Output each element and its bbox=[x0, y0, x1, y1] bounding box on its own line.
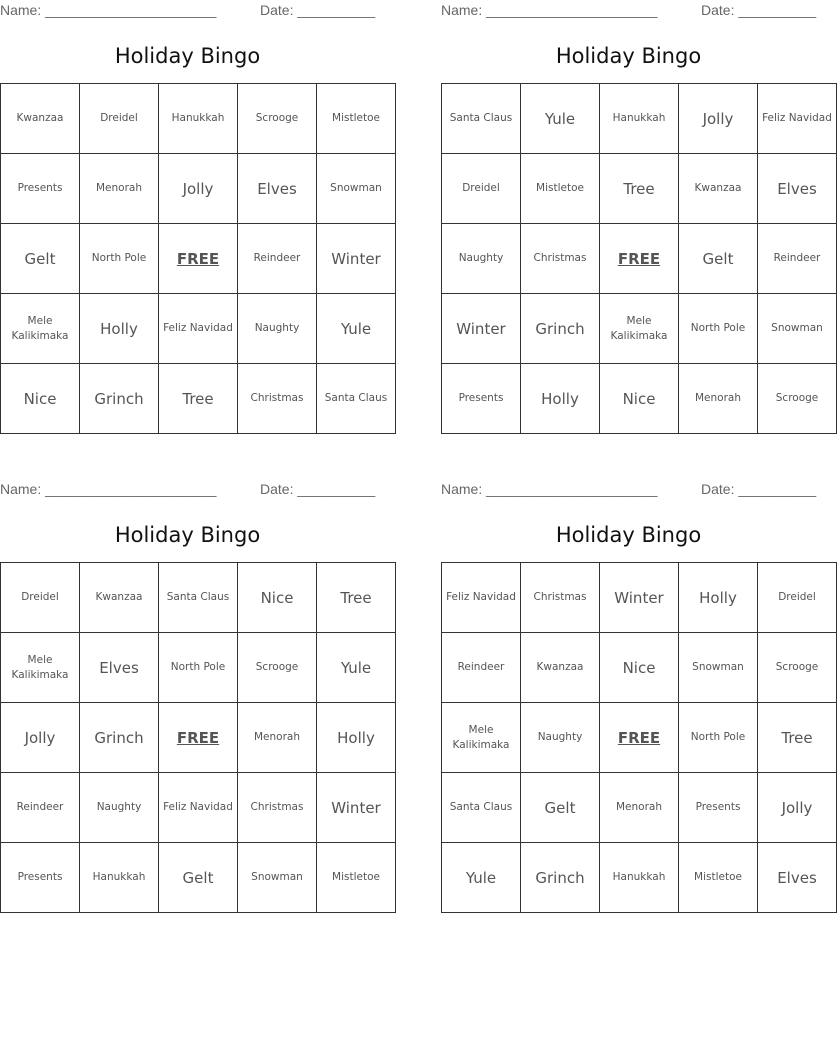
grid-row bbox=[442, 154, 837, 224]
bingo-cell: Yule bbox=[317, 294, 396, 364]
card-title: Holiday Bingo bbox=[114, 523, 261, 547]
bingo-cell: Hanukkah bbox=[600, 843, 679, 913]
bingo-cell: Reindeer bbox=[1, 773, 80, 843]
grid-row bbox=[442, 703, 837, 773]
bingo-cell: Yule bbox=[317, 633, 396, 703]
bingo-cell: Dreidel bbox=[758, 563, 837, 633]
card-header bbox=[0, 2, 375, 20]
bingo-cell: Winter bbox=[317, 224, 396, 294]
bingo-cell: Reindeer bbox=[758, 224, 837, 294]
bingo-cell: Grinch bbox=[80, 364, 159, 434]
card-header bbox=[441, 2, 816, 20]
date-field-label: Date: __________ bbox=[701, 481, 817, 497]
bingo-cell: Christmas bbox=[521, 563, 600, 633]
bingo-cell: Yule bbox=[521, 84, 600, 154]
bingo-cell: Naughty bbox=[521, 703, 600, 773]
bingo-cell: Snowman bbox=[679, 633, 758, 703]
bingo-cell: Menorah bbox=[679, 364, 758, 434]
grid-row bbox=[1, 773, 396, 843]
grid-row bbox=[1, 364, 396, 434]
bingo-cell: Grinch bbox=[80, 703, 159, 773]
grid-row bbox=[442, 773, 837, 843]
grid-row bbox=[1, 154, 396, 224]
bingo-grid bbox=[0, 562, 396, 913]
grid-row bbox=[442, 633, 837, 703]
bingo-cell: Nice bbox=[600, 633, 679, 703]
bingo-cell: Mele Kalikimaka bbox=[442, 703, 521, 773]
grid-row bbox=[442, 563, 837, 633]
free-space: FREE bbox=[600, 224, 679, 294]
bingo-cell: Feliz Navidad bbox=[758, 84, 837, 154]
bingo-cell: Scrooge bbox=[758, 364, 837, 434]
bingo-cell: Naughty bbox=[238, 294, 317, 364]
bingo-cell: Jolly bbox=[679, 84, 758, 154]
bingo-cell: Mistletoe bbox=[521, 154, 600, 224]
bingo-cell: Elves bbox=[758, 154, 837, 224]
bingo-grid bbox=[441, 562, 837, 913]
bingo-cell: Dreidel bbox=[80, 84, 159, 154]
name-field-label: Name: ______________________ bbox=[0, 2, 217, 18]
bingo-cell: Presents bbox=[1, 154, 80, 224]
date-field-label: Date: __________ bbox=[701, 2, 817, 18]
bingo-cell: Mele Kalikimaka bbox=[600, 294, 679, 364]
bingo-cell: Feliz Navidad bbox=[159, 773, 238, 843]
grid-row bbox=[442, 84, 837, 154]
bingo-cell: Naughty bbox=[80, 773, 159, 843]
bingo-cell: Elves bbox=[758, 843, 837, 913]
bingo-cell: Winter bbox=[442, 294, 521, 364]
date-field-label: Date: __________ bbox=[260, 481, 376, 497]
grid-row bbox=[1, 224, 396, 294]
card-title: Holiday Bingo bbox=[555, 44, 702, 68]
bingo-cell: Grinch bbox=[521, 294, 600, 364]
bingo-cell: Kwanzaa bbox=[1, 84, 80, 154]
bingo-cell: Gelt bbox=[679, 224, 758, 294]
bingo-cell: Elves bbox=[238, 154, 317, 224]
bingo-cell: Tree bbox=[758, 703, 837, 773]
bingo-cell: Mistletoe bbox=[317, 843, 396, 913]
bingo-cell: Feliz Navidad bbox=[159, 294, 238, 364]
bingo-cell: Snowman bbox=[758, 294, 837, 364]
bingo-cell: Nice bbox=[600, 364, 679, 434]
bingo-cell: Christmas bbox=[238, 773, 317, 843]
card-title: Holiday Bingo bbox=[555, 523, 702, 547]
bingo-cell: Yule bbox=[442, 843, 521, 913]
bingo-cell: Winter bbox=[317, 773, 396, 843]
bingo-cell: Presents bbox=[679, 773, 758, 843]
bingo-cell: Grinch bbox=[521, 843, 600, 913]
bingo-grid bbox=[0, 83, 396, 434]
bingo-cell: Jolly bbox=[758, 773, 837, 843]
grid-row bbox=[1, 703, 396, 773]
card-title: Holiday Bingo bbox=[114, 44, 261, 68]
bingo-cell: Presents bbox=[1, 843, 80, 913]
bingo-cell: Elves bbox=[80, 633, 159, 703]
bingo-cell: Jolly bbox=[1, 703, 80, 773]
bingo-cell: Mele Kalikimaka bbox=[1, 294, 80, 364]
grid-row bbox=[1, 294, 396, 364]
bingo-cell: Scrooge bbox=[238, 633, 317, 703]
bingo-cell: Santa Claus bbox=[442, 773, 521, 843]
grid-row bbox=[442, 364, 837, 434]
bingo-cell: Dreidel bbox=[1, 563, 80, 633]
bingo-cell: Gelt bbox=[159, 843, 238, 913]
name-field-label: Name: ______________________ bbox=[441, 2, 658, 18]
name-field-label: Name: ______________________ bbox=[441, 481, 658, 497]
bingo-cell: Kwanzaa bbox=[521, 633, 600, 703]
bingo-cell: Dreidel bbox=[442, 154, 521, 224]
bingo-cell: Menorah bbox=[80, 154, 159, 224]
bingo-cell: Reindeer bbox=[442, 633, 521, 703]
bingo-cell: Gelt bbox=[1, 224, 80, 294]
bingo-card-3 bbox=[0, 479, 381, 919]
bingo-cell: Mele Kalikimaka bbox=[1, 633, 80, 703]
bingo-cell: Santa Claus bbox=[442, 84, 521, 154]
bingo-cell: Mistletoe bbox=[679, 843, 758, 913]
bingo-cell: Menorah bbox=[600, 773, 679, 843]
card-header bbox=[0, 481, 375, 499]
card-header bbox=[441, 481, 816, 499]
bingo-cell: Hanukkah bbox=[600, 84, 679, 154]
free-space: FREE bbox=[159, 703, 238, 773]
name-field-label: Name: ______________________ bbox=[0, 481, 217, 497]
bingo-cell: Holly bbox=[679, 563, 758, 633]
bingo-cell: Feliz Navidad bbox=[442, 563, 521, 633]
bingo-cell: Nice bbox=[238, 563, 317, 633]
bingo-cell: Snowman bbox=[238, 843, 317, 913]
bingo-cell: Santa Claus bbox=[159, 563, 238, 633]
bingo-cell: Winter bbox=[600, 563, 679, 633]
bingo-cell: Tree bbox=[317, 563, 396, 633]
date-field-label: Date: __________ bbox=[260, 2, 376, 18]
bingo-cell: North Pole bbox=[679, 703, 758, 773]
bingo-cell: Naughty bbox=[442, 224, 521, 294]
bingo-cell: Reindeer bbox=[238, 224, 317, 294]
bingo-cell: Jolly bbox=[159, 154, 238, 224]
grid-row bbox=[442, 224, 837, 294]
bingo-cell: Holly bbox=[317, 703, 396, 773]
free-space: FREE bbox=[159, 224, 238, 294]
bingo-cell: North Pole bbox=[159, 633, 238, 703]
grid-row bbox=[442, 294, 837, 364]
bingo-cell: Tree bbox=[600, 154, 679, 224]
bingo-card-1 bbox=[0, 0, 388, 440]
bingo-cell: Nice bbox=[1, 364, 80, 434]
bingo-cell: Snowman bbox=[317, 154, 396, 224]
bingo-cell: Menorah bbox=[238, 703, 317, 773]
bingo-cell: Scrooge bbox=[758, 633, 837, 703]
grid-row bbox=[1, 563, 396, 633]
free-space: FREE bbox=[600, 703, 679, 773]
grid-row bbox=[1, 633, 396, 703]
bingo-cell: Christmas bbox=[238, 364, 317, 434]
bingo-cell: Tree bbox=[159, 364, 238, 434]
bingo-cell: Kwanzaa bbox=[80, 563, 159, 633]
bingo-cell: Kwanzaa bbox=[679, 154, 758, 224]
bingo-cell: Holly bbox=[521, 364, 600, 434]
bingo-cell: Santa Claus bbox=[317, 364, 396, 434]
bingo-cell: Scrooge bbox=[238, 84, 317, 154]
grid-row bbox=[1, 84, 396, 154]
bingo-cell: Hanukkah bbox=[80, 843, 159, 913]
bingo-grid bbox=[441, 83, 837, 434]
bingo-cell: Gelt bbox=[521, 773, 600, 843]
grid-row bbox=[442, 843, 837, 913]
bingo-cell: Mistletoe bbox=[317, 84, 396, 154]
bingo-cell: Holly bbox=[80, 294, 159, 364]
bingo-card-4 bbox=[441, 479, 819, 919]
bingo-cell: Christmas bbox=[521, 224, 600, 294]
bingo-cell: North Pole bbox=[80, 224, 159, 294]
bingo-card-2 bbox=[441, 0, 832, 440]
grid-row bbox=[1, 843, 396, 913]
bingo-cell: Hanukkah bbox=[159, 84, 238, 154]
bingo-cell: North Pole bbox=[679, 294, 758, 364]
bingo-cell: Presents bbox=[442, 364, 521, 434]
